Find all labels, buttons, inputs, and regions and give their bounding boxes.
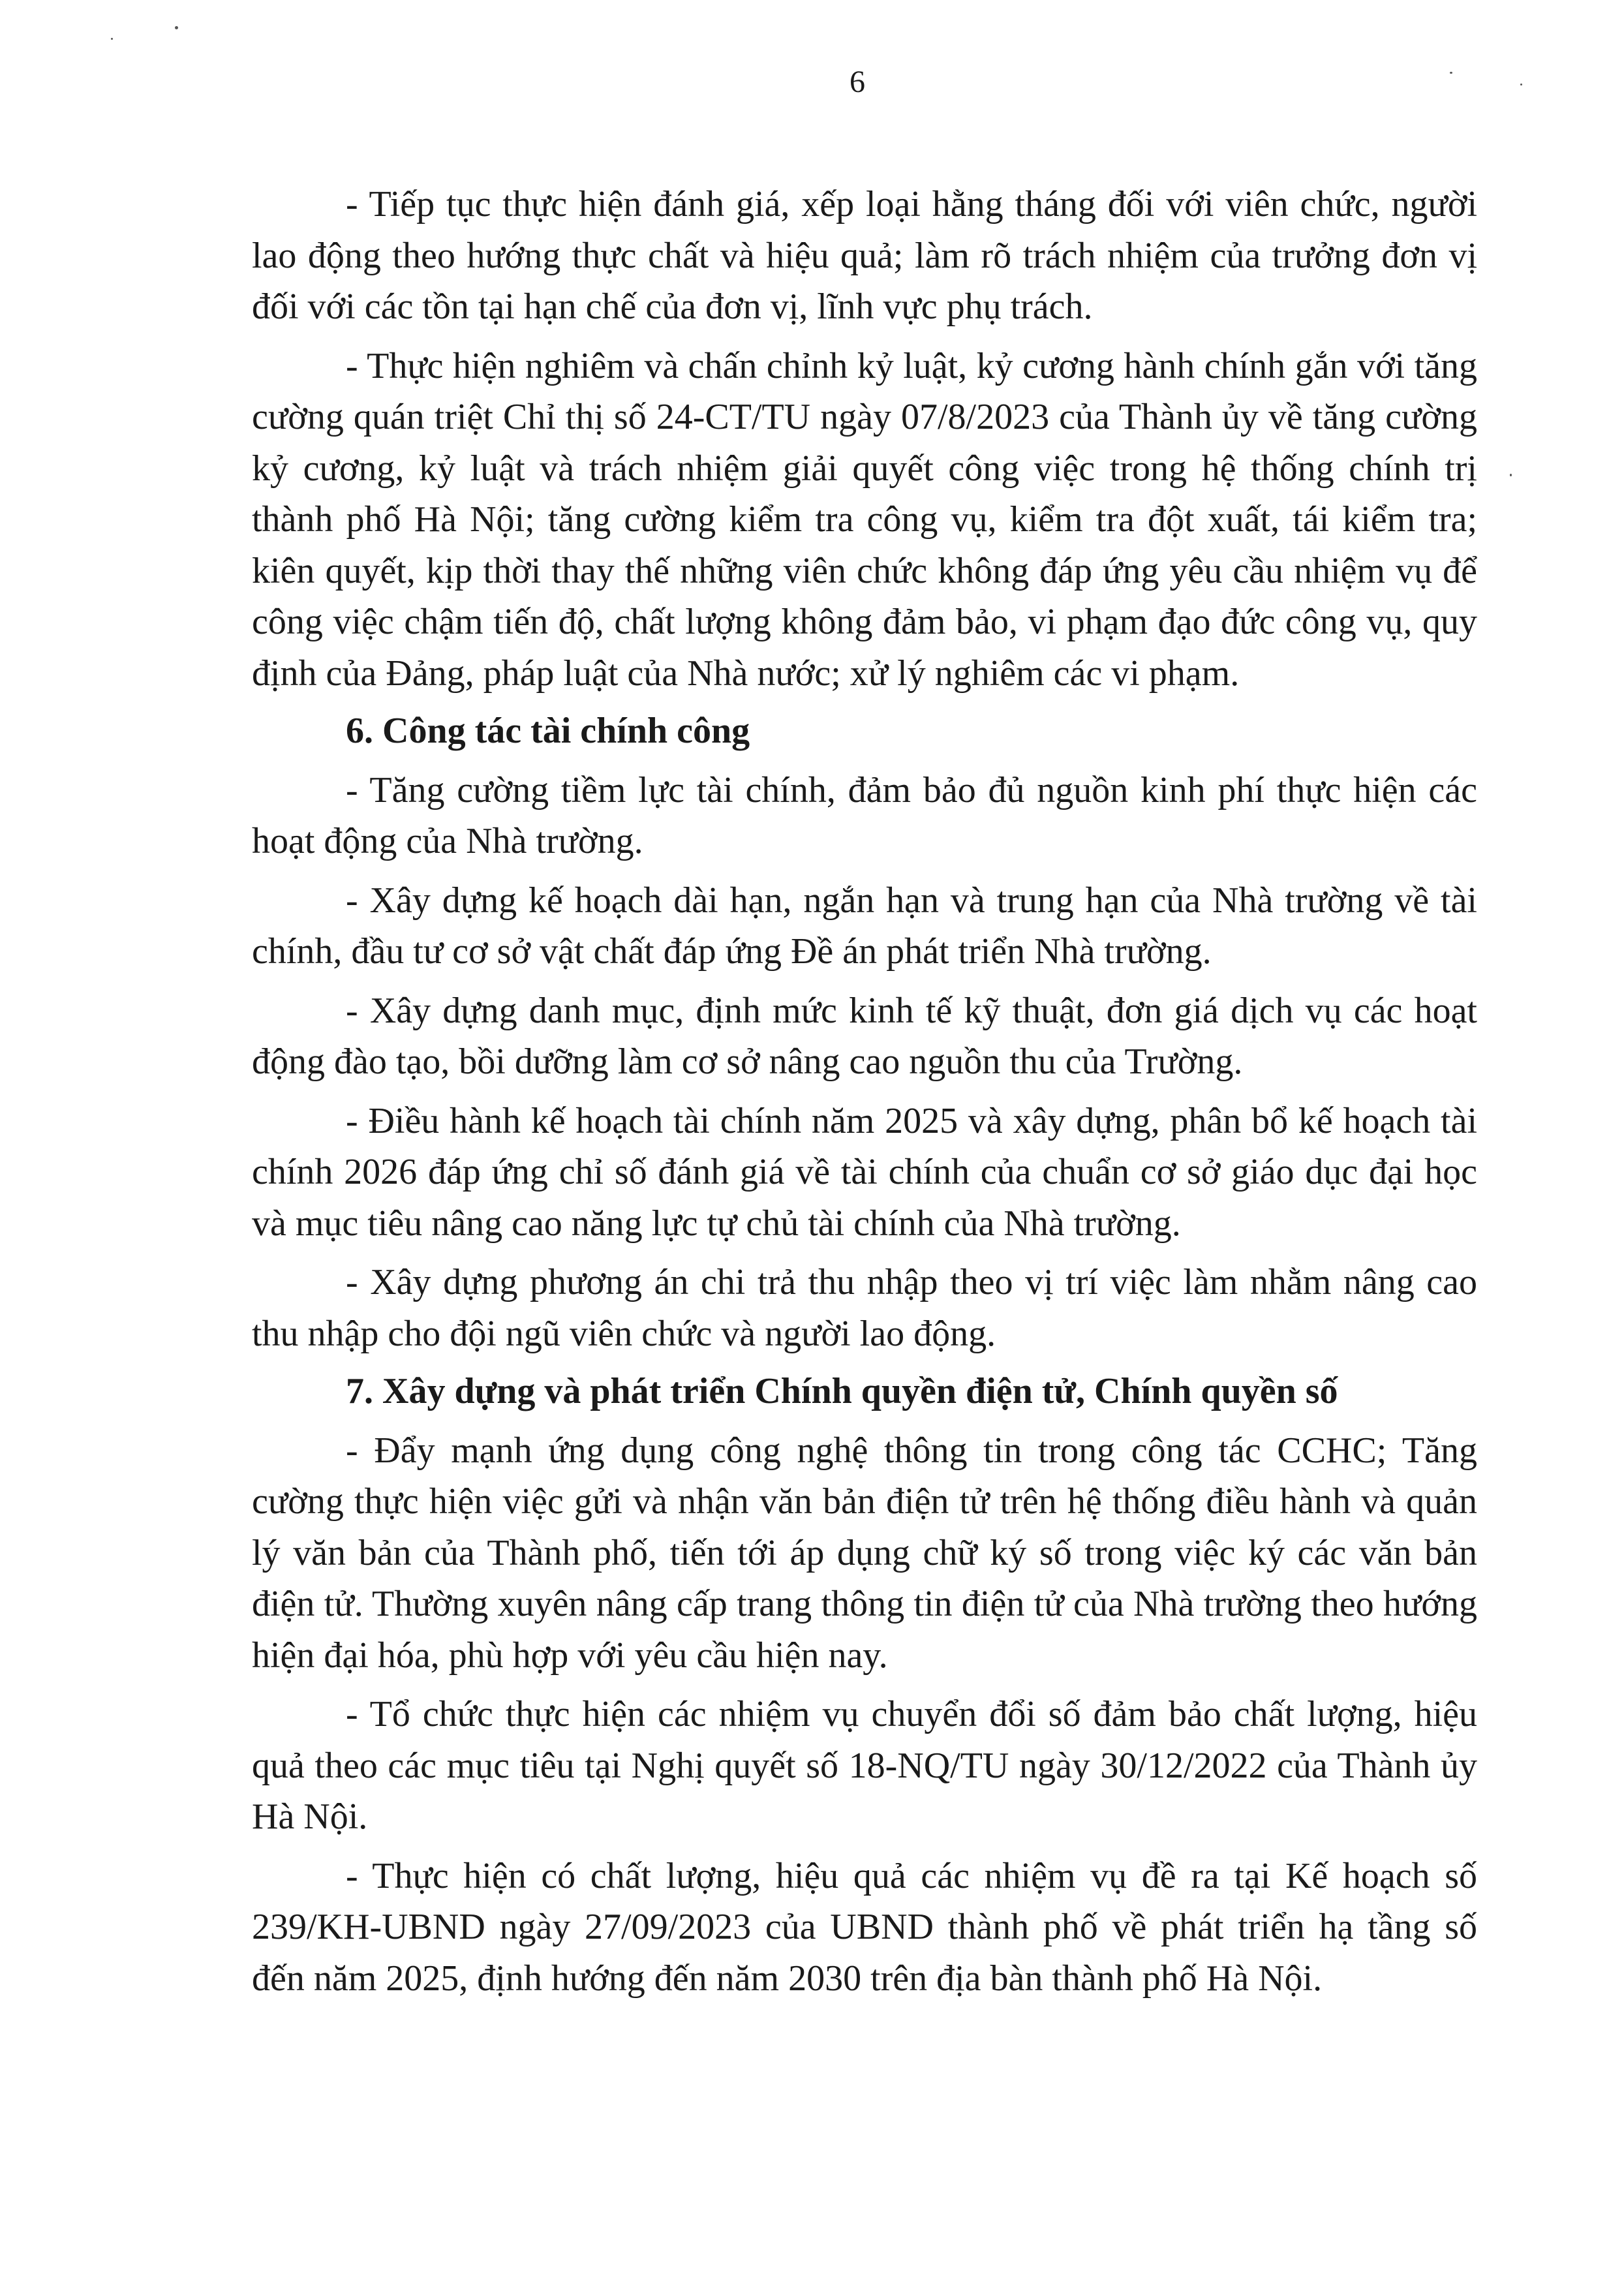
- scan-speck: [111, 38, 113, 40]
- paragraph: - Xây dựng kế hoạch dài hạn, ngắn hạn và trung hạn của Nhà trường về tài chính, đầu tư cơ sở vật chất đáp ứng Đề án phát triển Nhà trường.: [252, 880, 1477, 972]
- paragraph: - Xây dựng danh mục, định mức kinh tế kỹ thuật, đơn giá dịch vụ các hoạt động đào tạo, bồi dưỡng làm cơ sở nâng cao nguồn thu của Trường.: [252, 990, 1477, 1082]
- scan-speck: [1510, 474, 1512, 476]
- paragraph: - Điều hành kế hoạch tài chính năm 2025 và xây dựng, phân bổ kế hoạch tài chính 2026 đáp ứng chỉ số đánh giá về tài chính của chuẩn cơ sở giáo dục đại học và mục tiêu nâng cao năng lực tự chủ tài chính của Nhà trường.: [252, 1100, 1477, 1244]
- paragraph: - Thực hiện có chất lượng, hiệu quả các nhiệm vụ đề ra tại Kế hoạch số 239/KH-UBND ngày 27/09/2023 của UBND thành phố về phát triển hạ tầng số đến năm 2025, định hướng đến năm 2030 trên địa bàn thành phố Hà Nội.: [252, 1855, 1477, 1999]
- section-heading: 7. Xây dựng và phát triển Chính quyền điện tử, Chính quyền số: [346, 1371, 1338, 1411]
- scan-speck: [175, 26, 178, 29]
- section-heading: 6. Công tác tài chính công: [346, 711, 750, 751]
- document-body: [252, 179, 1477, 2004]
- paragraph: - Tiếp tục thực hiện đánh giá, xếp loại hằng tháng đối với viên chức, người lao động theo hướng thực chất và hiệu quả; làm rõ trách nhiệm của trưởng đơn vị đối với các tồn tại hạn chế của đơn vị, lĩnh vực phụ trách.: [252, 184, 1477, 327]
- paragraph: - Xây dựng phương án chi trả thu nhập theo vị trí việc làm nhằm nâng cao thu nhập cho đội ngũ viên chức và người lao động.: [252, 1262, 1477, 1354]
- paragraph: - Tăng cường tiềm lực tài chính, đảm bảo đủ nguồn kinh phí thực hiện các hoạt động của Nhà trường.: [252, 769, 1477, 861]
- paragraph: - Đẩy mạnh ứng dụng công nghệ thông tin trong công tác CCHC; Tăng cường thực hiện việc gửi và nhận văn bản điện tử trên hệ thống điều hành và quản lý văn bản của Thành phố, tiến tới áp dụng chữ ký số trong việc ký các văn bản điện tử. Thường xuyên nâng cấp trang thông tin điện tử của Nhà trường theo hướng hiện đại hóa, phù hợp với yêu cầu hiện nay.: [252, 1430, 1477, 1676]
- page-number: 6: [850, 65, 865, 99]
- paragraph: - Tổ chức thực hiện các nhiệm vụ chuyển đổi số đảm bảo chất lượng, hiệu quả theo các mục tiêu tại Nghị quyết số 18-NQ/TU ngày 30/12/2022 của Thành ủy Hà Nội.: [252, 1694, 1477, 1837]
- paragraph: - Thực hiện nghiêm và chấn chỉnh kỷ luật, kỷ cương hành chính gắn với tăng cường quán triệt Chỉ thị số 24-CT/TU ngày 07/8/2023 của Thành ủy về tăng cường kỷ cương, kỷ luật và trách nhiệm giải quyết công việc trong hệ thống chính trị thành phố Hà Nội; tăng cường kiểm tra công vụ, kiểm tra đột xuất, tái kiểm tra; kiên quyết, kịp thời thay thế những viên chức không đáp ứng yêu cầu nhiệm vụ để công việc chậm tiến độ, chất lượng không đảm bảo, vi phạm đạo đức công vụ, quy định của Đảng, pháp luật của Nhà nước; xử lý nghiêm các vi phạm.: [252, 345, 1477, 694]
